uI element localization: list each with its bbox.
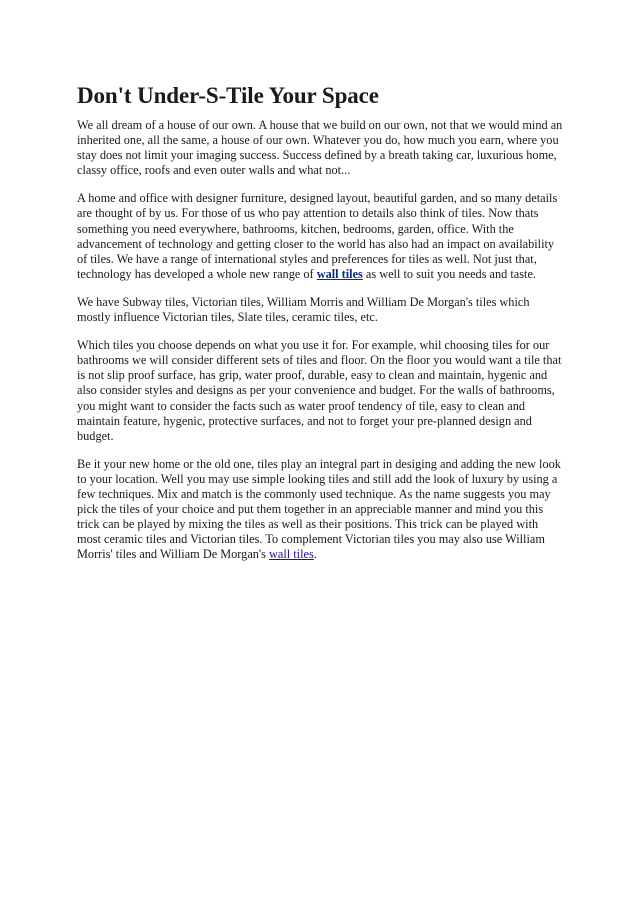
wall-tiles-link-bold[interactable]: wall tiles	[316, 266, 363, 281]
paragraph-5-text-before: Be it your new home or the old one, tiles play an integral part in desiging and adding the new look to your location. Well you may use simple looking tiles and still add the look of luxury by using a few techniques. Mix and match is the commonly used technique. As the name suggests you may pick the tiles of your choice and put them together in an appreciable manner and mind you this trick can be played by mixing the tiles as well as their positions. This trick can be played with most ceramic tiles and Victorian tiles. To complement Victorian tiles you may also use William Morris' tiles and William De Morgan's	[77, 456, 561, 562]
paragraph-5	[77, 457, 565, 563]
paragraph-2-text-after: as well to suit you needs and taste.	[362, 266, 536, 281]
document-body	[77, 82, 565, 575]
paragraph-3: We have Subway tiles, Victorian tiles, William Morris and William De Morgan's tiles which mostly influence Victorian tiles, Slate tiles, ceramic tiles, etc.	[77, 294, 530, 325]
paragraph-2	[77, 191, 565, 282]
paragraph-5-text-after: .	[313, 547, 317, 562]
paragraph-4: Which tiles you choose depends on what you use it for. For example, whil choosing tiles for our bathrooms we will consider different sets of tiles and floor. On the floor you would want a tile that is not slip proof surface, has grip, water proof, durable, easy to clean and maintain, hygenic and also consider styles and designs as per your convenience and budget. For the walls of bathrooms, you might want to consider the facts such as water proof tendency of tile, easy to clean and maintain feature, hygenic, protective surfaces, and not to forget your pre-planned design and budget.	[77, 338, 562, 443]
wall-tiles-link[interactable]: wall tiles	[269, 547, 314, 562]
document-title: Don't Under-S-Tile Your Space	[77, 83, 379, 108]
paragraph-1: We all dream of a house of our own. A house that we build on our own, not that we would mind an inherited one, all the same, a house of our own. Whatever you do, how much you earn, where you stay does not limit your imaging success. Success defined by a breath taking car, luxurious home, classy office, roofs and even outer walls and what not...	[77, 118, 563, 178]
paragraph-2-text-before: A home and office with designer furniture, designed layout, beautiful garden, and so many details are thought of by us. For those of us who pay attention to details also think of tiles. Now thats something you need everywhere, bathrooms, kitchen, bedrooms, garden, office. With the advancement of technology and getting closer to the world has also had an impact on availability of tiles. We have a range of international styles and preferences for tiles as well. Not just that, technology has developed a whole new range of	[77, 191, 558, 281]
